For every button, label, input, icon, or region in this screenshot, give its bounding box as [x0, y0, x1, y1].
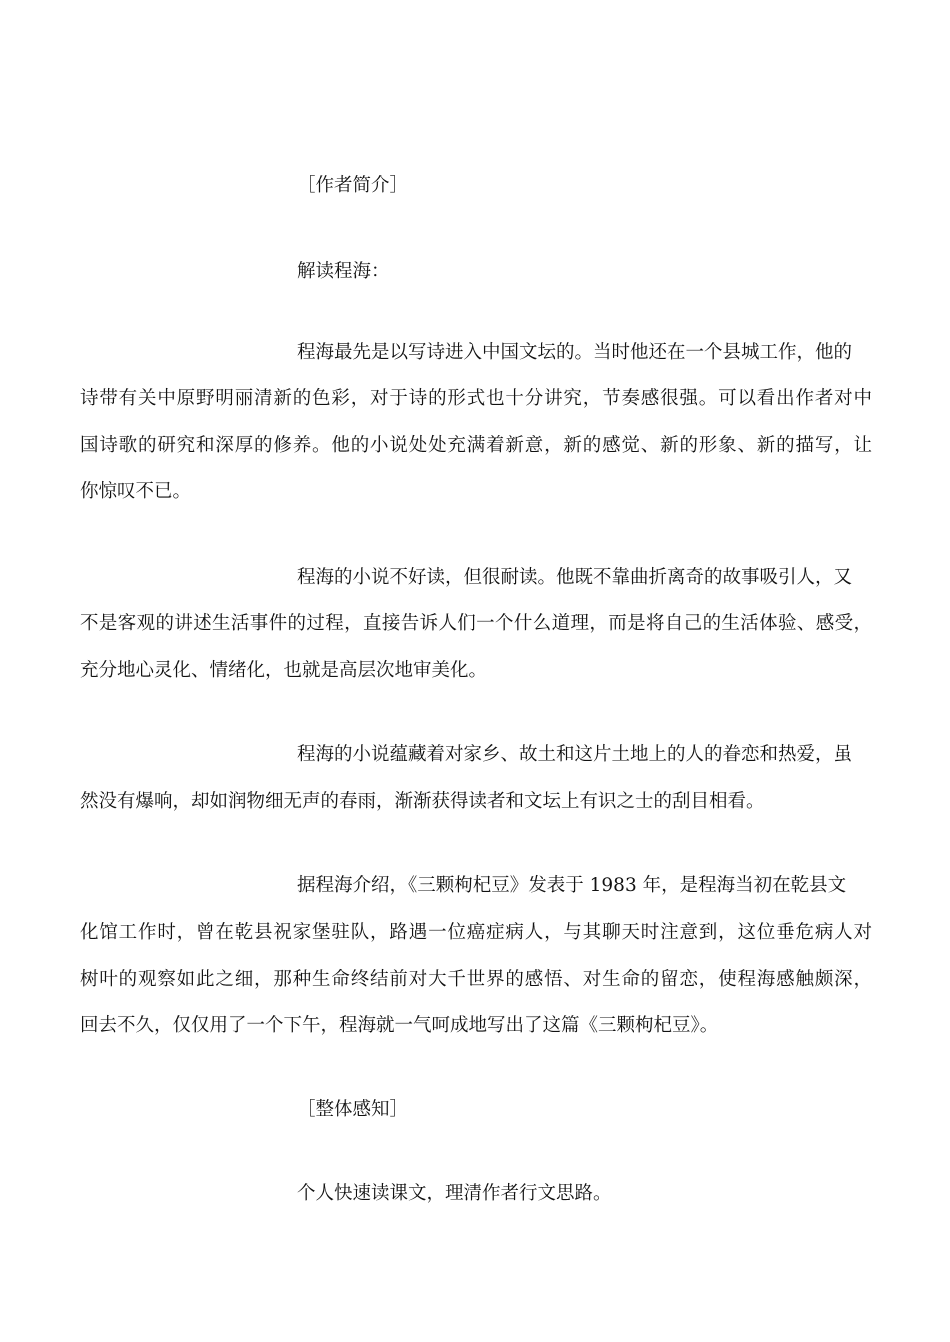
paragraph-line: 据程海介绍，《三颗枸杞豆》发表于 1983 年，是程海当初在乾县文 [297, 875, 847, 896]
paragraph-line: 充分地心灵化、情绪化，也就是高层次地审美化。 [80, 660, 488, 681]
overall-heading: ［整体感知］ [297, 1099, 409, 1120]
paragraph-line: 程海最先是以写诗进入中国文坛的。当时他还在一个县城工作，他的 [297, 342, 853, 363]
paragraph-line: 程海的小说蕴藏着对家乡、故土和这片土地上的人的眷恋和热爱，虽 [297, 744, 853, 765]
paragraph-line: 树叶的观察如此之细，那种生命终结前对大千世界的感悟、对生命的留恋，使程海感触颇深， [80, 969, 872, 990]
reading-heading: 解读程海： [297, 261, 390, 282]
paragraph-line: 不是客观的讲述生活事件的过程，直接告诉人们一个什么道理，而是将自己的生活体验、感受， [80, 613, 872, 634]
paragraph-line: 诗带有关中原野明丽清新的色彩，对于诗的形式也十分讲究，节奏感很强。可以看出作者对中 [80, 388, 872, 409]
paragraph-line: 你惊叹不已。 [80, 481, 192, 502]
paragraph-line: 国诗歌的研究和深厚的修养。他的小说处处充满着新意，新的感觉、新的形象、新的描写，让 [80, 435, 872, 456]
paragraph-line: 然没有爆响，却如润物细无声的春雨，渐渐获得读者和文坛上有识之士的刮目相看。 [80, 791, 765, 812]
paragraph-line: 回去不久，仅仅用了一个下午，程海就一气呵成地写出了这篇《三颗枸杞豆》。 [80, 1015, 719, 1036]
paragraph-line: 程海的小说不好读，但很耐读。他既不靠曲折离奇的故事吸引人，又 [297, 567, 853, 588]
paragraph-line: 化馆工作时，曾在乾县祝家堡驻队，路遇一位癌症病人，与其聊天时注意到，这位垂危病人对 [80, 922, 872, 943]
author-intro-heading: ［作者简介］ [297, 175, 409, 196]
task-line: 个人快速读课文，理清作者行文思路。 [297, 1183, 612, 1204]
